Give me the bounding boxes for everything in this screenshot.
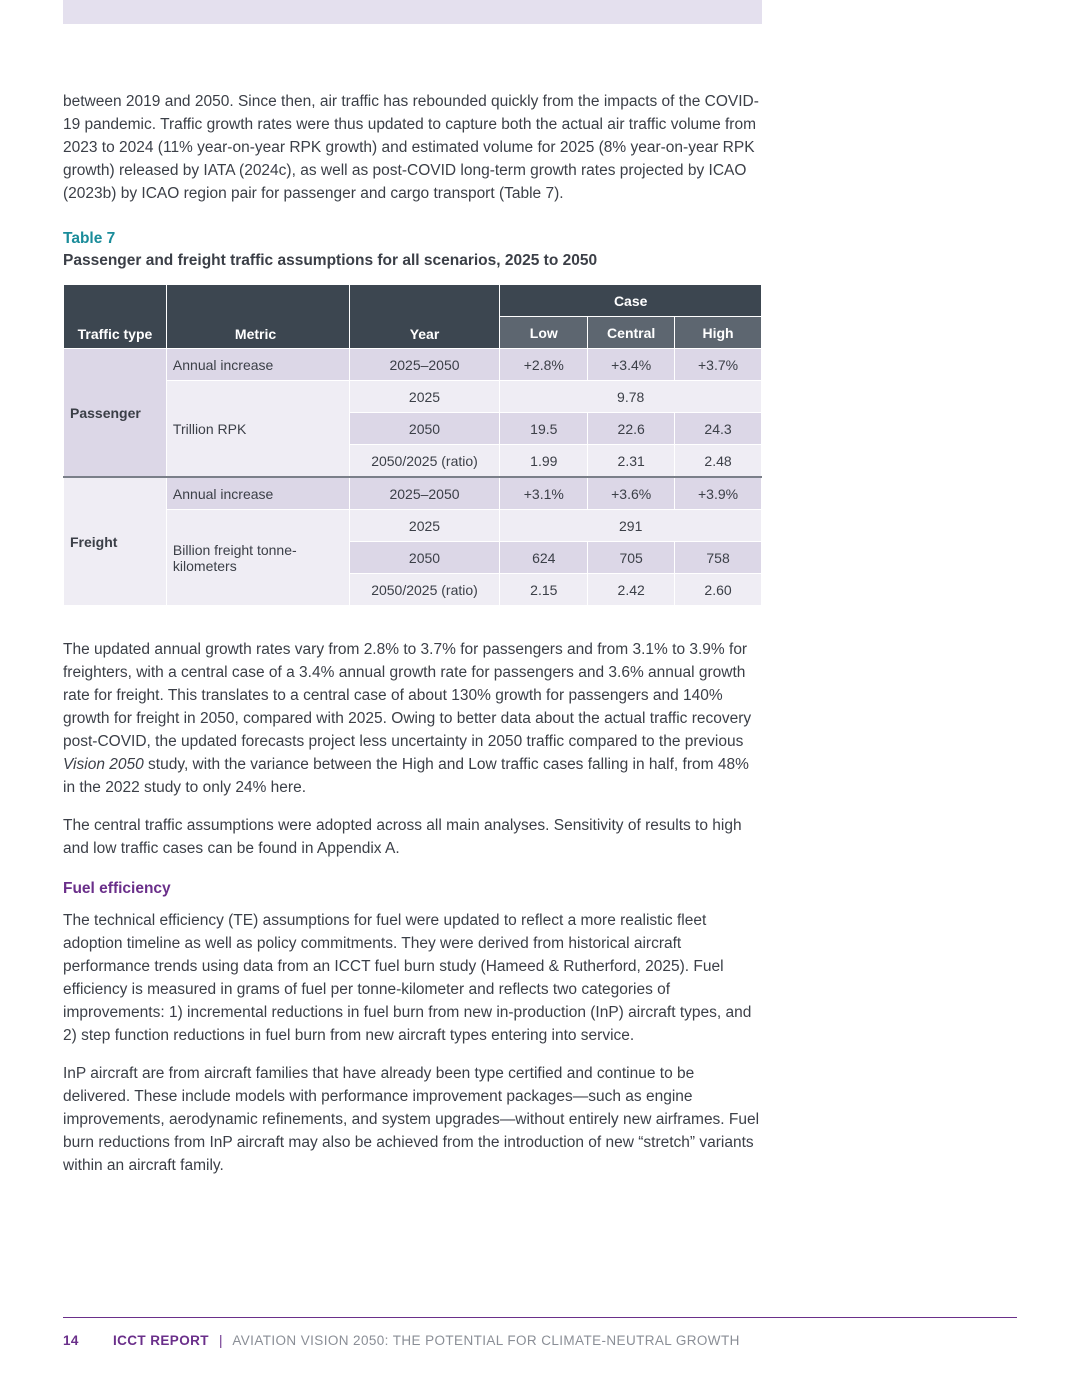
table-row [64, 477, 762, 510]
central-cell: +3.4% [588, 349, 675, 381]
page-number: 14 [63, 1333, 79, 1348]
footer-divider [63, 1317, 1017, 1318]
low-cell: 624 [500, 542, 588, 574]
report-title: AVIATION VISION 2050: THE POTENTIAL FOR CLIMATE-NEUTRAL GROWTH [232, 1333, 740, 1348]
header-high: High [675, 317, 762, 349]
central-cell: 2.42 [588, 574, 675, 606]
growth-paragraph [63, 638, 763, 799]
group-freight: Freight [64, 477, 167, 606]
low-cell: 2.15 [500, 574, 588, 606]
central-cell: 2.31 [588, 445, 675, 478]
metric-cell: Annual increase [166, 349, 349, 381]
table-row [64, 381, 762, 413]
traffic-assumptions-table [63, 284, 762, 606]
intro-paragraph: between 2019 and 2050. Since then, air traffic has rebounded quickly from the impacts of the COVID-19 pandemic. Traffic growth rates were thus updated to capture both the actual air traffic volume from 2023 to 2024 (11% year-on-year RPK growth) and estimated volume for 2025 (8% year-on-year RPK growth) released by IATA (2024c), as well as post-COVID long-term growth rates projected by ICAO (2023b) by ICAO region pair for passenger and cargo transport (Table 7). [63, 93, 759, 202]
central-cell: +3.6% [588, 477, 675, 510]
year-cell: 2050 [349, 413, 500, 445]
high-cell: 2.60 [675, 574, 762, 606]
fuel-paragraph-1: The technical efficiency (TE) assumptions for fuel were updated to reflect a more realistic fleet adoption timeline as well as policy commitments. They were derived from historical aircraft performance trends using data from an ICCT fuel burn study (Hameed & Rutherford, 2025). Fuel efficiency is measured in grams of fuel per tonne-kilometer and reflects two categories of improvements: 1) incremental reductions in fuel burn from new in-production (InP) aircraft types, and 2) step function reductions in fuel burn from new aircraft types entering into service. [63, 912, 752, 1044]
high-cell: 2.48 [675, 445, 762, 478]
fuel-paragraph-2: InP aircraft are from aircraft families that have already been type certified and continue to be delivered. These include models with performance improvement packages—such as engine improvements, aerodynamic refinements, and system upgrades—without entirely new airframes. Fuel burn reductions from InP aircraft may also be achieved from the introduction of new “stretch” variants within an aircraft family. [63, 1065, 760, 1174]
year-cell: 2025 [349, 381, 500, 413]
footer-separator: | [219, 1333, 223, 1348]
low-cell: 1.99 [500, 445, 588, 478]
high-cell: 24.3 [675, 413, 762, 445]
base-value-cell: 291 [500, 510, 762, 542]
low-cell: +2.8% [500, 349, 588, 381]
table-row [64, 349, 762, 381]
header-traffic-type: Traffic type [64, 285, 167, 349]
year-cell: 2025–2050 [349, 349, 500, 381]
base-value-cell: 9.78 [500, 381, 762, 413]
header-metric: Metric [166, 285, 349, 349]
low-cell: 19.5 [500, 413, 588, 445]
central-cell: 705 [588, 542, 675, 574]
year-cell: 2025–2050 [349, 477, 500, 510]
top-color-band [63, 0, 762, 24]
header-central: Central [588, 317, 675, 349]
metric-cell: Annual increase [166, 477, 349, 510]
header-case: Case [500, 285, 762, 317]
high-cell: +3.9% [675, 477, 762, 510]
year-cell: 2050/2025 (ratio) [349, 574, 500, 606]
central-assumptions-paragraph: The central traffic assumptions were adopted across all main analyses. Sensitivity of results to high and low traffic cases can be found in Appendix A. [63, 817, 742, 857]
page-content [63, 90, 763, 1192]
year-cell: 2050 [349, 542, 500, 574]
growth-text-before: The updated annual growth rates vary from 2.8% to 3.7% for passengers and from 3.1% to 3.9% for freighters, with a central case of a 3.4% annual growth rate for passengers and 3.6% annual growth rate for freight. This translates to a central case of about 130% growth for passengers and 140% growth for freight in 2050, compared with 2025. Owing to better data about the actual traffic recovery post-COVID, the updated forecasts project less uncertainty in 2050 traffic compared to the previous [63, 641, 752, 750]
growth-text-after: study, with the variance between the High and Low traffic cases falling in half, from 48% in the 2022 study to only 24% here. [63, 756, 749, 796]
vision-2050-italic: Vision 2050 [63, 756, 144, 773]
low-cell: +3.1% [500, 477, 588, 510]
header-year: Year [349, 285, 500, 349]
high-cell: +3.7% [675, 349, 762, 381]
year-cell: 2025 [349, 510, 500, 542]
metric-cell: Billion freight tonne-kilometers [166, 510, 349, 606]
section-heading-fuel-efficiency: Fuel efficiency [63, 880, 171, 897]
header-low: Low [500, 317, 588, 349]
table-number: Table 7 [63, 230, 116, 247]
table-title: Passenger and freight traffic assumptions for all scenarios, 2025 to 2050 [63, 252, 598, 269]
central-cell: 22.6 [588, 413, 675, 445]
metric-cell: Trillion RPK [166, 381, 349, 478]
high-cell: 758 [675, 542, 762, 574]
group-passenger: Passenger [64, 349, 167, 478]
page-footer [63, 1333, 740, 1348]
report-brand: ICCT REPORT [112, 1333, 209, 1348]
table-row [64, 510, 762, 542]
year-cell: 2050/2025 (ratio) [349, 445, 500, 478]
